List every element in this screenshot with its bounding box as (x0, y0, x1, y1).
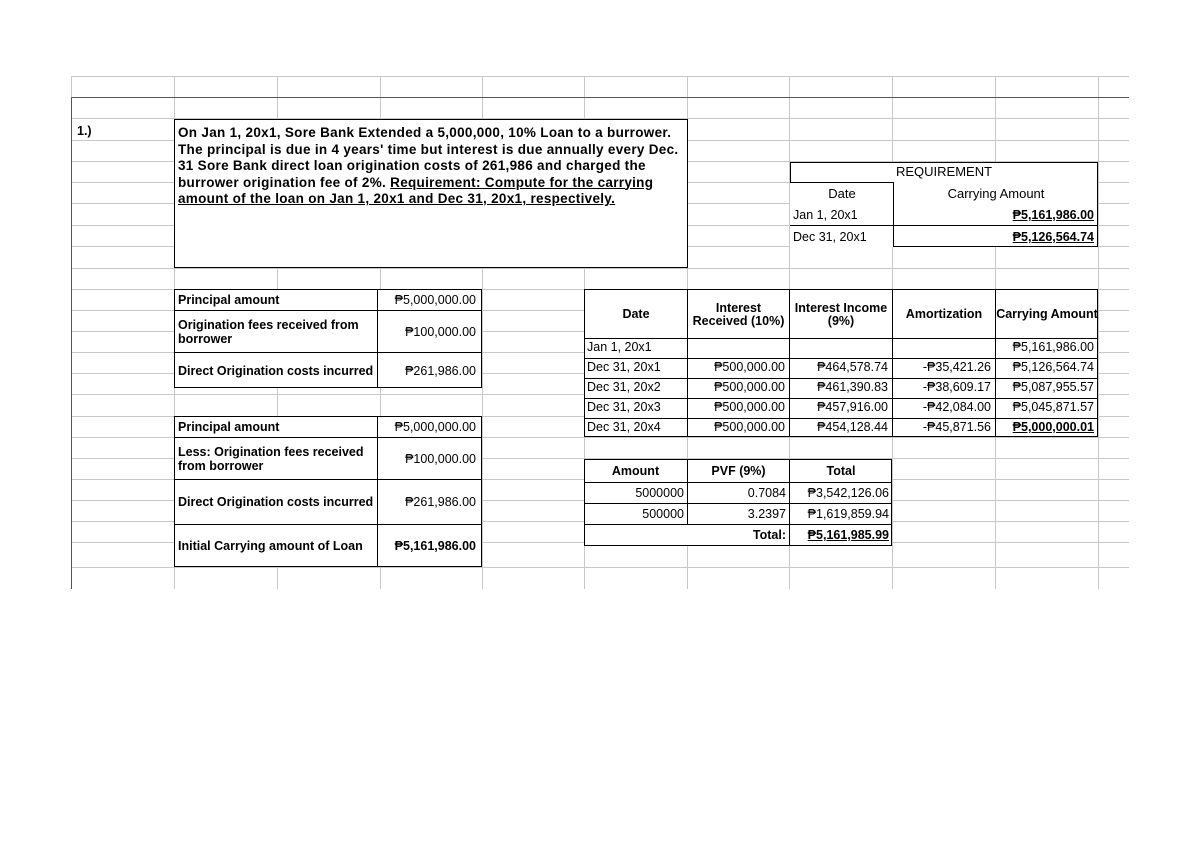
amort-cell: ₱500,000.00 (714, 400, 785, 414)
calc-label-principal: Principal amount (178, 420, 280, 434)
requirement-date-2: Dec 31, 20x1 (793, 230, 867, 244)
requirement-title: REQUIREMENT (895, 164, 993, 179)
fees-label-direct-costs: Direct Origination costs incurred (178, 363, 374, 378)
calc-label-direct-costs: Direct Origination costs incurred (178, 495, 374, 509)
pv-factor-2: 3.2397 (747, 507, 786, 521)
amort-header-interest-income: Interest Income (9%) (794, 300, 888, 328)
requirement-amount-2: ₱5,126,564.74 (1012, 230, 1094, 244)
calc-value-origination: ₱100,000.00 (405, 451, 476, 466)
amort-cell: ₱500,000.00 (714, 420, 785, 434)
amort-cell: -₱35,421.26 (922, 360, 991, 374)
amort-table-line (584, 378, 1098, 379)
pv-amount-2: 500000 (642, 507, 684, 521)
amort-header-amortization: Amortization (905, 307, 983, 321)
pv-header-pvf: PVF (9%) (711, 464, 766, 478)
amort-cell: ₱5,000,000.01 (1012, 420, 1094, 434)
pv-total-2: ₱1,619,859.94 (807, 507, 889, 521)
amort-table-line (687, 289, 688, 437)
amort-table-line (789, 289, 790, 437)
amort-cell: Dec 31, 20x4 (587, 420, 661, 434)
fees-label-origination: Origination fees received from borrower (178, 317, 359, 346)
amort-cell: ₱5,045,871.57 (1012, 400, 1094, 414)
amort-cell: ₱461,390.83 (817, 380, 888, 394)
problem-statement: On Jan 1, 20x1, Sore Bank Extended a 5,000,000, 10% Loan to a burrower. The principal is due in 4 years' time but interest is due annually every Dec. 31 Sore Bank direct loan origination costs of 261,986 and charged the burrower origination fee of 2%. (178, 125, 679, 190)
amort-cell: -₱42,084.00 (922, 400, 991, 414)
fees-value-direct-costs: ₱261,986.00 (405, 363, 476, 378)
fees-value-origination: ₱100,000.00 (405, 324, 476, 339)
pv-total-1: ₱3,542,126.06 (807, 486, 889, 500)
calc-value-direct-costs: ₱261,986.00 (405, 495, 476, 509)
calc-label-initial-carrying: Initial Carrying amount of Loan (178, 539, 363, 553)
amort-table-line (584, 338, 1098, 339)
amort-cell: ₱5,087,955.57 (1012, 380, 1094, 394)
calc-label-origination: Less: Origination fees received from borrower (178, 444, 364, 473)
pv-amount-1: 5000000 (635, 486, 684, 500)
item-number: 1.) (77, 124, 92, 138)
amort-cell: ₱5,161,986.00 (1012, 340, 1094, 354)
amort-table-line (995, 289, 996, 437)
problem-requirement: Requirement: Compute for the carrying amount of the loan on Jan 1, 20x1 and Dec 31, 20x1, respectively. (178, 174, 654, 206)
amort-header-date: Date (622, 307, 650, 321)
requirement-header-amount: Carrying Amount (947, 186, 1045, 201)
amort-cell: Dec 31, 20x1 (587, 360, 661, 374)
amort-header-interest-received: Interest Received (10%) (692, 300, 785, 328)
amort-cell: Dec 31, 20x3 (587, 400, 661, 414)
amort-cell: ₱457,916.00 (817, 400, 888, 414)
calc-value-initial-carrying: ₱5,161,986.00 (394, 539, 476, 553)
pv-header-total: Total (826, 464, 856, 478)
amort-cell: ₱5,126,564.74 (1012, 360, 1094, 374)
amort-cell: ₱500,000.00 (714, 360, 785, 374)
amort-cell: -₱45,871.56 (922, 420, 991, 434)
problem-text (178, 125, 686, 208)
pv-header-amount: Amount (611, 464, 660, 478)
requirement-header-date: Date (828, 186, 856, 201)
spreadsheet-sheet (71, 76, 1129, 589)
amort-cell: ₱500,000.00 (714, 380, 785, 394)
requirement-amount-1: ₱5,161,986.00 (1012, 208, 1094, 222)
amort-header-carrying: Carrying Amount (996, 307, 1098, 321)
amort-cell: Jan 1, 20x1 (587, 340, 652, 354)
amort-cell: ₱454,128.44 (817, 420, 888, 434)
amort-table-line (584, 358, 1098, 359)
amort-table-line (584, 398, 1098, 399)
amort-cell: Dec 31, 20x2 (587, 380, 661, 394)
pv-grand-total: ₱5,161,985.99 (807, 528, 889, 542)
pv-total-label: Total: (752, 528, 786, 542)
requirement-date-1: Jan 1, 20x1 (793, 208, 858, 222)
calc-value-principal: ₱5,000,000.00 (394, 420, 476, 434)
amort-cell: ₱464,578.74 (817, 360, 888, 374)
pv-factor-1: 0.7084 (747, 486, 786, 500)
fees-label-principal: Principal amount (178, 293, 280, 307)
amort-table-line (584, 418, 1098, 419)
fees-value-principal: ₱5,000,000.00 (394, 293, 476, 307)
amort-table-line (892, 289, 893, 437)
amort-cell: -₱38,609.17 (922, 380, 991, 394)
